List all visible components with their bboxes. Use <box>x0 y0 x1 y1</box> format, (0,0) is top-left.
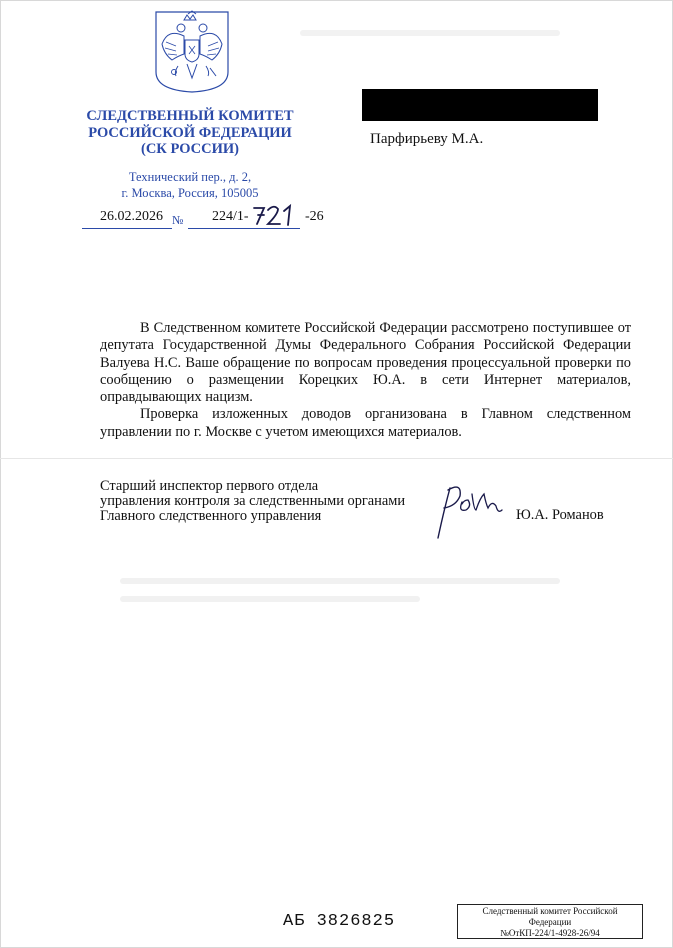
address-line: г. Москва, Россия, 105005 <box>121 185 259 200</box>
number-underline <box>188 228 300 229</box>
registration-stamp <box>457 904 643 939</box>
registration-number-prefix: 224/1- <box>212 209 249 224</box>
bleed-through-mark <box>120 596 420 602</box>
bleed-through-mark <box>120 578 560 584</box>
organization-name <box>60 108 320 158</box>
organization-address <box>60 170 320 201</box>
org-line: (СК РОССИИ) <box>141 141 239 157</box>
coat-of-arms-icon <box>154 10 230 94</box>
redaction-bar <box>362 89 598 121</box>
body-paragraph: Проверка изложенных доводов организована в Главном следственном управлении по г. Москве с учетом имеющихся материалов. <box>100 406 631 440</box>
org-line: РОССИЙСКОЙ ФЕДЕРАЦИИ <box>88 124 292 141</box>
letter-date: 26.02.2026 <box>100 209 163 224</box>
letter-body <box>100 320 631 441</box>
signatory-title <box>100 479 460 524</box>
signatory-title-line: Главного следственного управления <box>100 508 322 524</box>
stamp-line: №ОтКП-224/1-4928-26/94 <box>500 928 600 938</box>
date-underline <box>82 228 172 229</box>
handwritten-number <box>250 200 300 228</box>
handwritten-signature <box>432 480 504 544</box>
bleed-through-mark <box>300 30 560 36</box>
signatory-name: Ю.А. Романов <box>516 507 604 523</box>
stamp-line: Федерации <box>528 917 572 927</box>
number-sign: № <box>172 213 184 227</box>
signatory-title-line: Старший инспектор первого отдела <box>100 478 319 494</box>
stamp-line: Следственный комитет Российской <box>482 906 618 916</box>
fold-line <box>0 458 673 459</box>
signatory-title-line: управления контроля за следственными органами <box>100 493 406 509</box>
blank-serial-number: АБ 3826825 <box>283 912 396 931</box>
recipient-name: Парфирьеву М.А. <box>370 131 484 147</box>
address-line: Технический пер., д. 2, <box>128 170 252 184</box>
body-paragraph: В Следственном комитете Российской Федерации рассмотрено поступившее от депутата Государственной Думы Федерального Собрания Российской Федерации Валуева Н.С. Ваше обращение по вопросам проведения процессуальной проверки по сообщению о размещении Корецких Ю.А. в сети Интернет материалов, оправдывающих нацизм. <box>100 320 631 406</box>
registration-number-suffix: -26 <box>305 209 324 224</box>
org-line: СЛЕДСТВЕННЫЙ КОМИТЕТ <box>86 108 294 124</box>
